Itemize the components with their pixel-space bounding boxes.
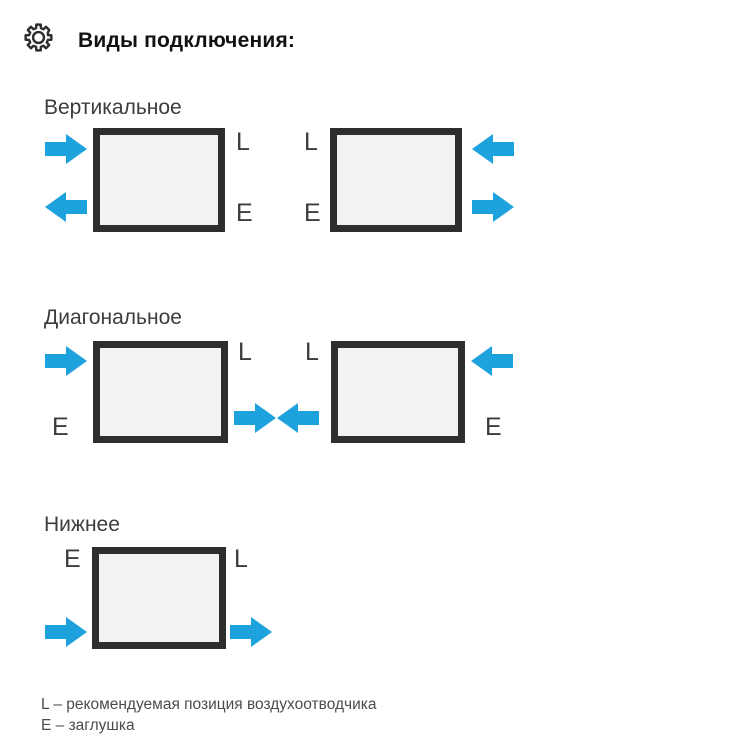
arrow-right-icon <box>472 192 514 222</box>
arrow-right-icon <box>234 403 276 433</box>
legend <box>41 694 377 736</box>
gear-icon <box>23 22 54 53</box>
port-label: L <box>234 545 248 573</box>
radiator-frame <box>331 341 465 443</box>
port-label: L <box>236 128 250 156</box>
radiator-frame <box>92 547 226 649</box>
arrow-left-icon <box>45 192 87 222</box>
arrow-left-icon <box>277 403 319 433</box>
port-label: E <box>64 545 81 573</box>
page-title: Виды подключения: <box>78 29 296 52</box>
port-label: L <box>238 338 252 366</box>
arrow-right-icon <box>230 617 272 647</box>
radiator-frame <box>93 128 225 232</box>
arrow-left-icon <box>472 134 514 164</box>
arrow-right-icon <box>45 346 87 376</box>
legend-line-air-vent: L – рекомендуемая позиция воздухоотводчика <box>41 696 377 713</box>
port-label: L <box>305 338 319 366</box>
arrow-right-icon <box>45 134 87 164</box>
port-label: E <box>236 199 253 227</box>
arrow-left-icon <box>471 346 513 376</box>
port-label: L <box>304 128 318 156</box>
radiator-frame <box>93 341 228 443</box>
port-label: E <box>304 199 321 227</box>
radiator-frame <box>330 128 462 232</box>
section-title-diagonal: Диагональное <box>44 306 182 329</box>
section-title-bottom: Нижнее <box>44 513 120 536</box>
arrow-right-icon <box>45 617 87 647</box>
legend-line-plug: E – заглушка <box>41 717 135 734</box>
port-label: E <box>485 413 502 441</box>
section-title-vertical: Вертикальное <box>44 96 182 119</box>
port-label: E <box>52 413 69 441</box>
